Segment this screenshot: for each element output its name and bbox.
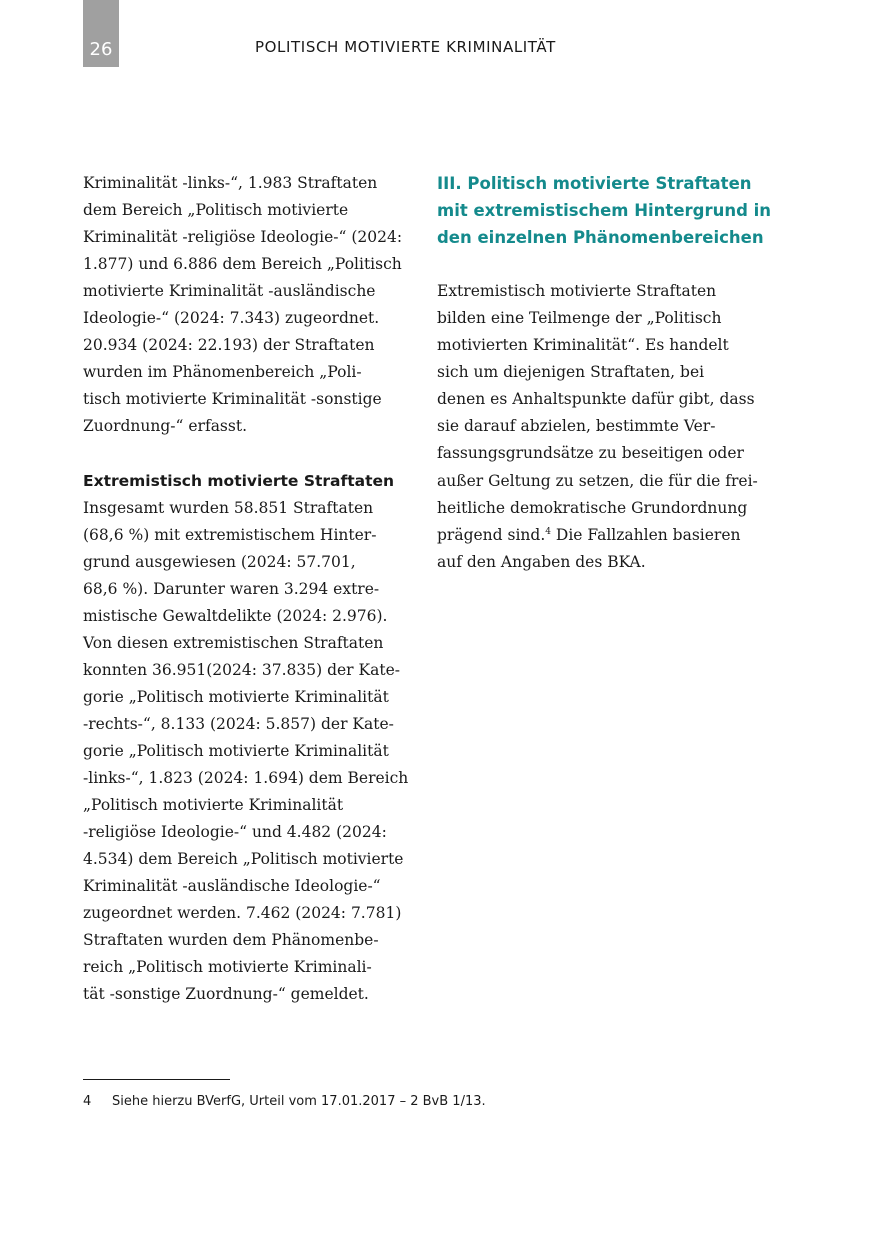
text-line: -links-“, 1.823 (2024: 1.694) dem Bereich <box>83 769 409 788</box>
text-line: 68,6 %). Darunter waren 3.294 extre- <box>83 579 380 598</box>
text-fragment: Die Fallzahlen basieren <box>550 525 741 544</box>
text-line: zugeordnet werden. 7.462 (2024: 7.781) <box>83 904 402 923</box>
text-line: außer Geltung zu setzen, die für die frei- <box>437 471 758 490</box>
section-heading <box>437 170 772 251</box>
section-heading-line: mit extremistischem Hintergrund in <box>437 201 772 221</box>
text-line: sich um diejenigen Straftaten, bei <box>437 363 705 382</box>
section-heading-line: III. Politisch motivierte Straftaten <box>437 174 752 193</box>
text-line: dem Bereich „Politisch motivierte <box>83 201 349 220</box>
text-line: motivierten Kriminalität“. Es handelt <box>437 336 729 355</box>
text-line: sie darauf abzielen, bestimmte Ver- <box>437 417 716 436</box>
footnote-divider <box>83 1079 230 1080</box>
text-line: Extremistisch motivierte Straftaten <box>437 282 717 301</box>
right-column <box>437 170 772 576</box>
paragraph-gap <box>83 440 405 467</box>
text-line: motivierte Kriminalität -ausländische <box>83 282 376 301</box>
text-line: Straftaten wurden dem Phänomenbe- <box>83 931 379 950</box>
paragraph-continuation <box>83 170 405 440</box>
text-line: Insgesamt wurden 58.851 Straftaten <box>83 498 374 517</box>
text-line: gorie „Politisch motivierte Kriminalität <box>83 687 389 706</box>
text-line: heitliche demokratische Grundordnung <box>437 498 748 517</box>
text-line: wurden im Phänomenbereich „Poli- <box>83 363 362 382</box>
paragraph-gap <box>437 251 767 278</box>
text-line: 4.534) dem Bereich „Politisch motivierte <box>83 850 404 869</box>
text-line: Ideologie-“ (2024: 7.343) zugeordnet. <box>83 309 380 328</box>
footnote-text: Siehe hierzu BVerfG, Urteil vom 17.01.2017 – 2 BvB 1/13. <box>112 1094 486 1109</box>
page-number: 26 <box>89 39 113 60</box>
text-line: Zuordnung-“ erfasst. <box>83 417 247 436</box>
text-line: konnten 36.951(2024: 37.835) der Kate- <box>83 660 400 679</box>
subheading-extremist-offences: Extremistisch motivierte Straftaten <box>83 471 395 490</box>
text-line: 20.934 (2024: 22.193) der Straftaten <box>83 336 375 355</box>
text-line-with-footnote-ref <box>437 522 767 549</box>
text-line: reich „Politisch motivierte Kriminali- <box>83 958 372 977</box>
text-line: -rechts-“, 8.133 (2024: 5.857) der Kate- <box>83 714 394 733</box>
page-number-tab <box>83 0 119 67</box>
text-line: (68,6 %) mit extremistischem Hinter- <box>83 525 377 544</box>
text-line: -religiöse Ideologie-“ und 4.482 (2024: <box>83 823 387 842</box>
paragraph-definition <box>437 278 767 576</box>
text-line: denen es Anhaltspunkte dafür gibt, dass <box>437 390 755 409</box>
footnote-reference-4[interactable]: 4 <box>545 526 551 537</box>
running-title: POLITISCH MOTIVIERTE KRIMINALITÄT <box>255 38 556 56</box>
text-line: Von diesen extremistischen Straftaten <box>83 633 384 652</box>
text-line: Kriminalität -ausländische Ideologie-“ <box>83 877 381 896</box>
text-line: „Politisch motivierte Kriminalität <box>83 796 344 815</box>
footnote-number: 4 <box>83 1094 92 1109</box>
text-line: Kriminalität -links-“, 1.983 Straftaten <box>83 174 378 192</box>
paragraph-extremist-offences <box>83 495 409 1009</box>
section-heading-line: den einzelnen Phänomenbereichen <box>437 228 764 248</box>
left-column <box>83 170 409 1008</box>
footnote-4 <box>83 1094 783 1109</box>
text-line: Kriminalität -religiöse Ideologie-“ (2024: <box>83 228 403 247</box>
text-line: fassungsgrundsätze zu beseitigen oder <box>437 444 744 463</box>
text-line: bilden eine Teilmenge der „Politisch <box>437 309 722 328</box>
text-line: gorie „Politisch motivierte Kriminalität <box>83 741 389 760</box>
text-fragment: prägend sind. <box>437 525 546 544</box>
text-line: tisch motivierte Kriminalität -sonstige <box>83 390 382 409</box>
text-line: 1.877) und 6.886 dem Bereich „Politisch <box>83 255 402 274</box>
text-line: grund ausgewiesen (2024: 57.701, <box>83 552 356 571</box>
text-line: auf den Angaben des BKA. <box>437 552 646 571</box>
text-line: tät -sonstige Zuordnung-“ gemeldet. <box>83 985 369 1004</box>
text-line: mistische Gewaltdelikte (2024: 2.976). <box>83 606 388 625</box>
